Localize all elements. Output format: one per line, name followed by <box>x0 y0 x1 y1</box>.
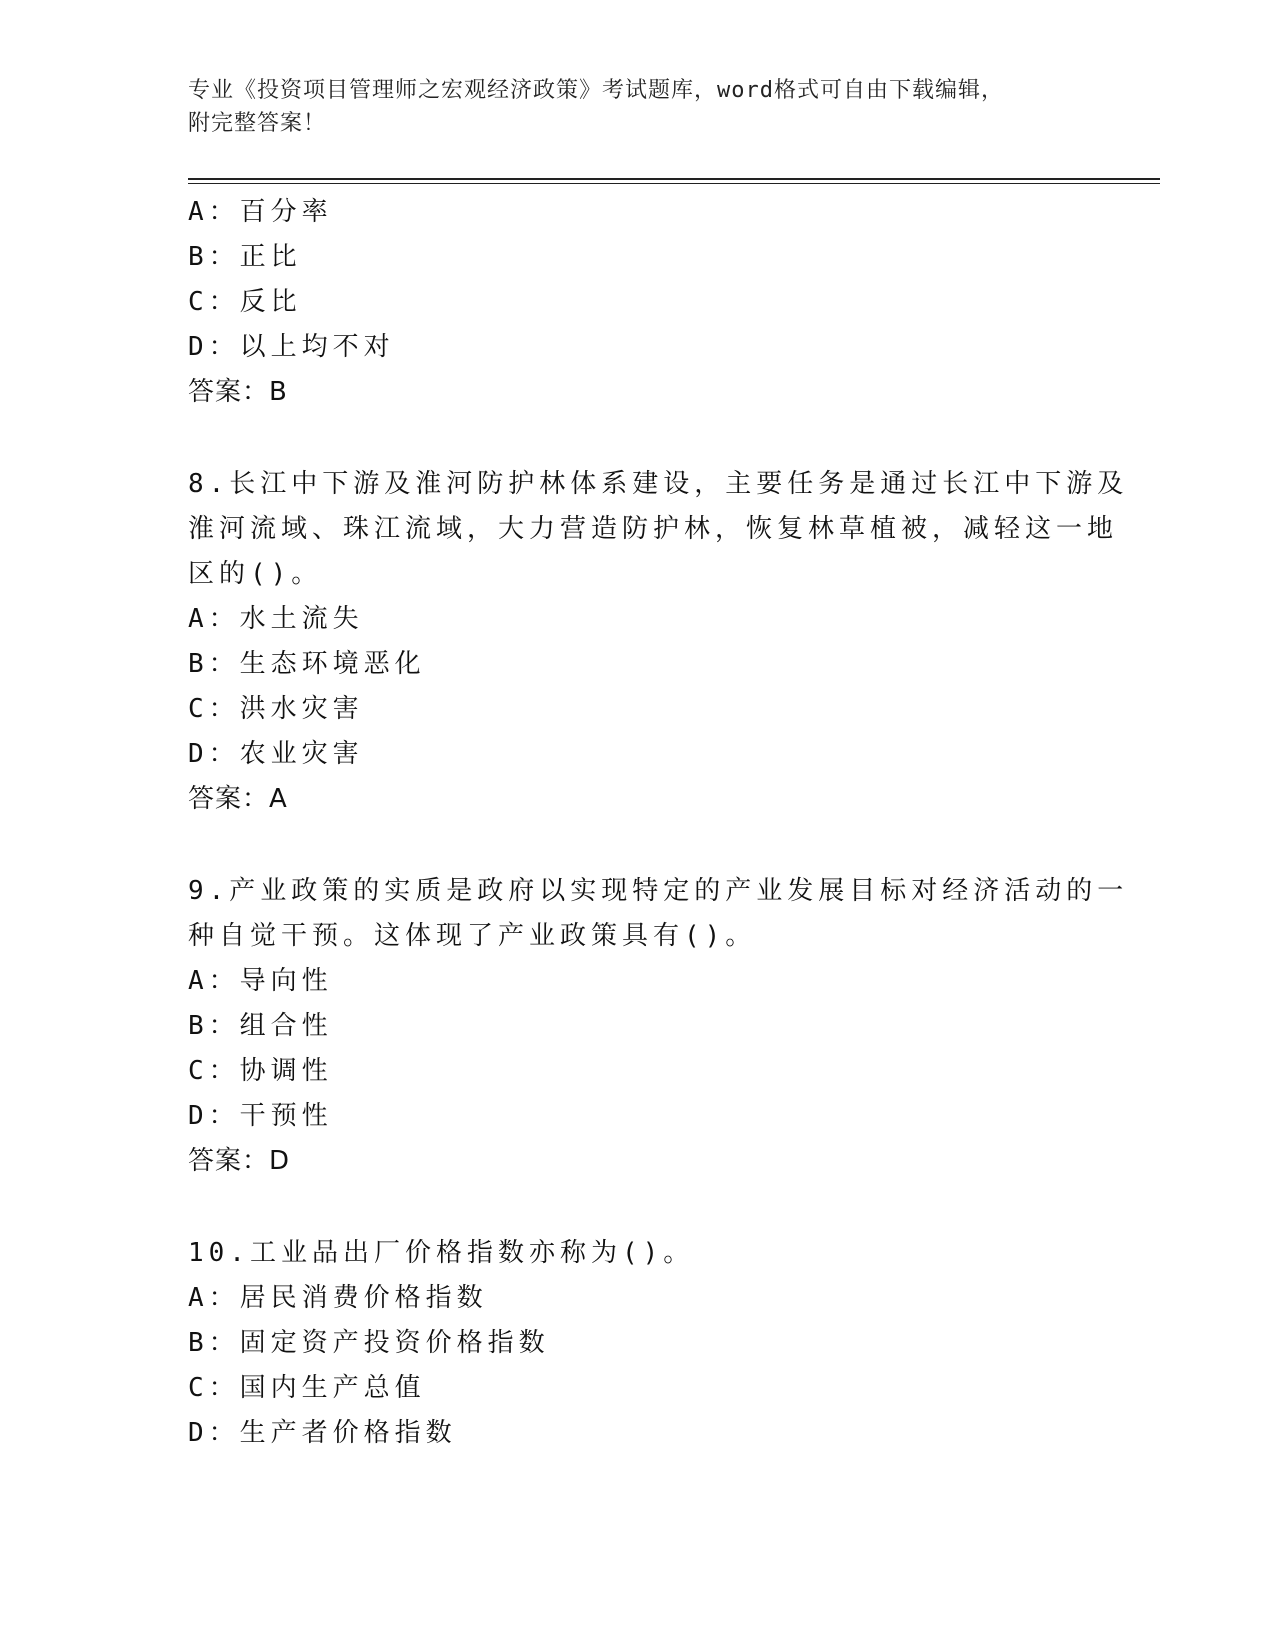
option-a: A：居民消费价格指数 <box>188 1283 488 1313</box>
option-d: D：干预性 <box>188 1101 333 1131</box>
question-9-block <box>188 869 1129 1184</box>
question-text-line: 8.长江中下游及淮河防护林体系建设，主要任务是通过长江中下游及 <box>188 469 1129 499</box>
option-d: D：以上均不对 <box>188 332 395 362</box>
question-text-line: 淮河流域、珠江流域，大力营造防护林，恢复林草植被，减轻这一地 <box>188 514 1119 544</box>
option-c: C：洪水灾害 <box>188 694 364 724</box>
option-c: C：反比 <box>188 287 302 317</box>
option-d: D：生产者价格指数 <box>188 1418 457 1448</box>
option-c: C：协调性 <box>188 1056 333 1086</box>
spacer <box>188 415 1088 462</box>
header-line-2: 附完整答案！ <box>188 111 327 136</box>
question-10-block <box>188 1231 1088 1456</box>
question-list <box>188 190 1129 1456</box>
option-b: B：生态环境恶化 <box>188 649 426 679</box>
header-rule-thick <box>188 178 1160 180</box>
option-b: B：正比 <box>188 242 302 272</box>
option-a: A：百分率 <box>188 197 333 227</box>
question-text-line: 区的()。 <box>188 559 323 589</box>
answer-line: 答案：A <box>188 784 288 814</box>
option-d: D：农业灾害 <box>188 739 364 769</box>
spacer <box>188 822 1088 869</box>
header-line-1: 专业《投资项目管理师之宏观经济政策》考试题库，word格式可自由下载编辑， <box>188 78 1004 103</box>
option-a: A：水土流失 <box>188 604 364 634</box>
option-b: B：组合性 <box>188 1011 333 1041</box>
option-a: A：导向性 <box>188 966 333 996</box>
option-c: C：国内生产总值 <box>188 1373 426 1403</box>
question-7-block <box>188 190 1088 415</box>
question-8-block <box>188 462 1129 822</box>
answer-line: 答案：B <box>188 377 288 407</box>
header-rule-thin <box>188 183 1160 184</box>
document-header <box>188 74 1088 140</box>
answer-line: 答案：D <box>188 1146 291 1176</box>
question-text-line: 10.工业品出厂价格指数亦称为()。 <box>188 1238 695 1268</box>
spacer <box>188 1184 1088 1231</box>
question-text-line: 9.产业政策的实质是政府以实现特定的产业发展目标对经济活动的一 <box>188 876 1129 906</box>
option-b: B：固定资产投资价格指数 <box>188 1328 550 1358</box>
question-text-line: 种自觉干预。这体现了产业政策具有()。 <box>188 921 757 951</box>
